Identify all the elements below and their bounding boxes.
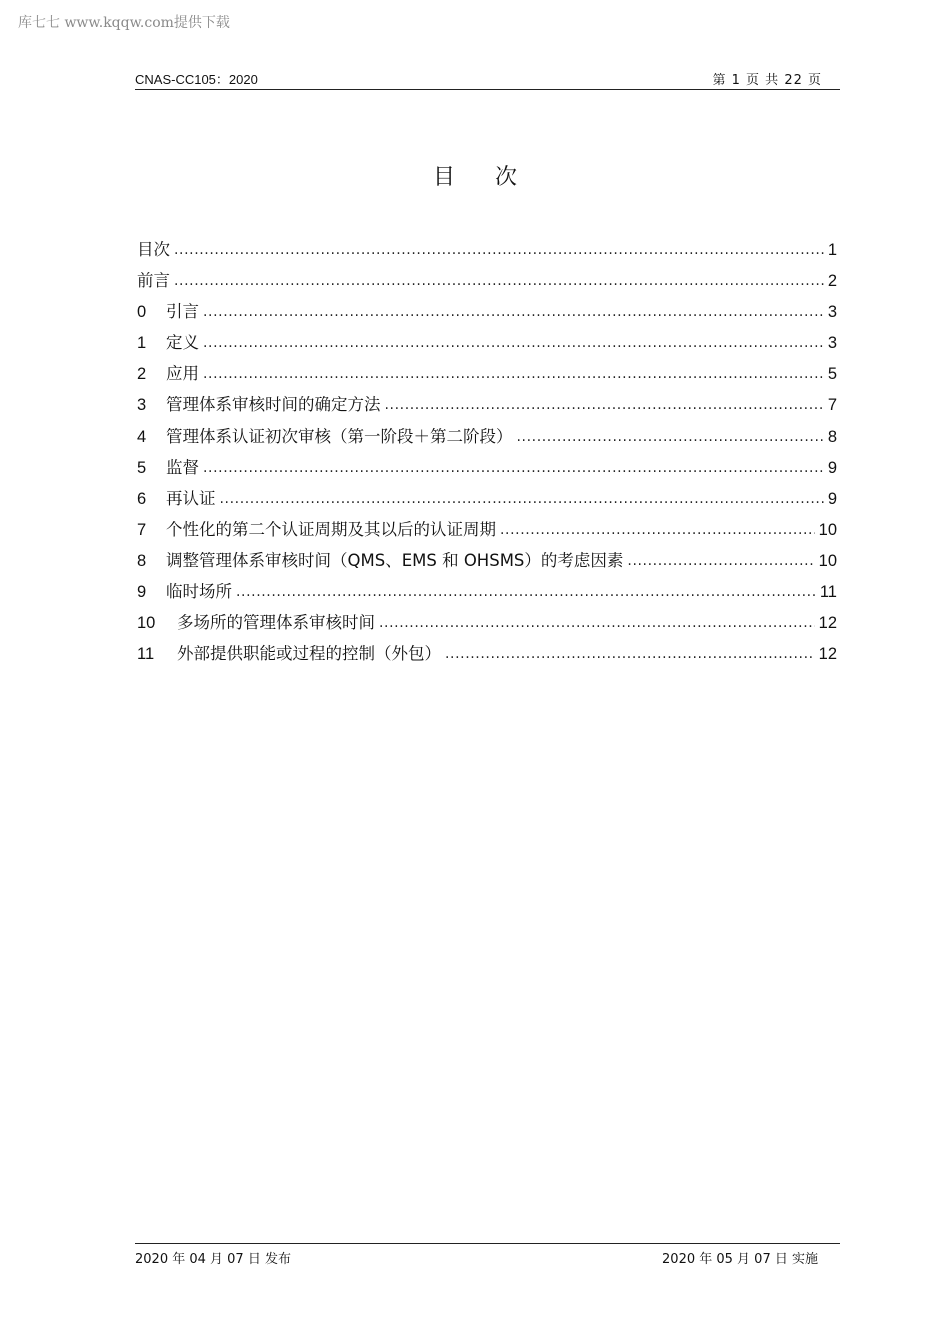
- toc-entry-page: 9: [827, 489, 837, 508]
- toc-entry-number: 8: [137, 551, 147, 570]
- toc-entry-title: 前言: [137, 271, 170, 291]
- toc-entry-title: 调整管理体系审核时间（QMS、EMS 和 OHSMS）的考虑因素: [166, 550, 624, 570]
- toc-entry-page: 2: [827, 272, 837, 291]
- toc-leader-dots: [220, 484, 824, 513]
- toc-entry-number: 6: [137, 489, 147, 508]
- toc-entry-page: 10: [818, 551, 837, 570]
- toc-entry[interactable]: [137, 360, 837, 391]
- toc-entry[interactable]: [137, 485, 837, 516]
- toc-entry-page: 3: [827, 334, 837, 353]
- toc-entry[interactable]: [137, 578, 837, 609]
- toc-leader-dots: [203, 328, 824, 357]
- toc-entry-page: 10: [818, 520, 837, 539]
- toc-leader-dots: [517, 422, 824, 451]
- toc-entry-title: 目次: [137, 240, 170, 259]
- toc-entry-number: 2: [137, 365, 147, 384]
- toc-leader-dots: [500, 515, 815, 544]
- document-code: CNAS-CC105：2020: [135, 72, 258, 87]
- toc-leader-dots: [236, 577, 816, 606]
- toc-entry-page: 1: [827, 241, 837, 259]
- toc-entry-number: 9: [137, 583, 147, 602]
- toc-entry-title: 应用: [166, 364, 199, 384]
- page-footer: [135, 1243, 840, 1267]
- toc-entry-number: 4: [137, 427, 147, 446]
- toc-entry-page: 3: [827, 303, 837, 322]
- toc-entry-page: 9: [827, 458, 837, 477]
- toc-leader-dots: [385, 390, 824, 419]
- toc-entry-title: 管理体系审核时间的确定方法: [166, 395, 381, 415]
- toc-entry[interactable]: [137, 454, 837, 485]
- effective-date: 2020 年 05 月 07 日 实施: [662, 1252, 818, 1267]
- toc-entry-number: 0: [137, 303, 147, 322]
- toc-entry-number: 5: [137, 458, 147, 477]
- toc-entry-page: 11: [819, 583, 837, 602]
- toc-entry-page: 12: [818, 614, 837, 633]
- toc-entry[interactable]: [137, 423, 837, 454]
- toc-entry-title: 监督: [166, 457, 199, 477]
- toc-entry-title: 引言: [166, 302, 199, 322]
- toc-leader-dots: [203, 297, 824, 326]
- toc-leader-dots: [203, 359, 824, 388]
- toc-entry-number: 11: [137, 645, 155, 664]
- toc-leader-dots: [174, 235, 824, 264]
- toc-entry-number: 3: [137, 396, 147, 415]
- toc-entry-number: 1: [137, 334, 147, 353]
- toc-entry-title: 定义: [166, 333, 199, 353]
- toc-entry-page: 8: [827, 427, 837, 446]
- toc-entry-number: 10: [137, 614, 156, 633]
- toc-entry-title: 多场所的管理体系审核时间: [177, 613, 375, 633]
- toc-entry[interactable]: [137, 329, 837, 360]
- toc-entry[interactable]: [137, 640, 837, 671]
- toc-leader-dots: [174, 266, 824, 295]
- toc-entry[interactable]: [137, 547, 837, 578]
- page-header: [135, 67, 840, 90]
- toc-entry-title: 管理体系认证初次审核（第一阶段＋第二阶段）: [166, 426, 513, 446]
- toc-entry-title: 临时场所: [166, 582, 232, 602]
- toc-entry-number: 7: [137, 520, 147, 539]
- table-of-contents: [137, 236, 837, 671]
- toc-entry-page: 7: [827, 396, 837, 415]
- page-info: 第 1 页 共 22 页: [712, 73, 822, 88]
- toc-entry-title: 个性化的第二个认证周期及其以后的认证周期: [166, 519, 496, 539]
- toc-leader-dots: [627, 546, 814, 575]
- toc-entry-page: 12: [818, 645, 837, 664]
- toc-entry[interactable]: [137, 391, 837, 422]
- page-title: 目次: [432, 165, 557, 190]
- toc-leader-dots: [379, 608, 815, 637]
- toc-entry[interactable]: [137, 298, 837, 329]
- toc-entry[interactable]: [137, 236, 837, 267]
- toc-entry[interactable]: [137, 609, 837, 640]
- toc-entry-title: 外部提供职能或过程的控制（外包）: [177, 644, 441, 664]
- toc-entry-title: 再认证: [166, 488, 216, 508]
- publish-date: 2020 年 04 月 07 日 发布: [135, 1252, 291, 1267]
- toc-leader-dots: [445, 639, 815, 668]
- watermark-text: 库七七 www.kqqw.com提供下载: [18, 15, 230, 31]
- toc-entry-page: 5: [827, 365, 837, 384]
- toc-entry[interactable]: [137, 267, 837, 298]
- toc-entry[interactable]: [137, 516, 837, 547]
- toc-leader-dots: [203, 453, 824, 482]
